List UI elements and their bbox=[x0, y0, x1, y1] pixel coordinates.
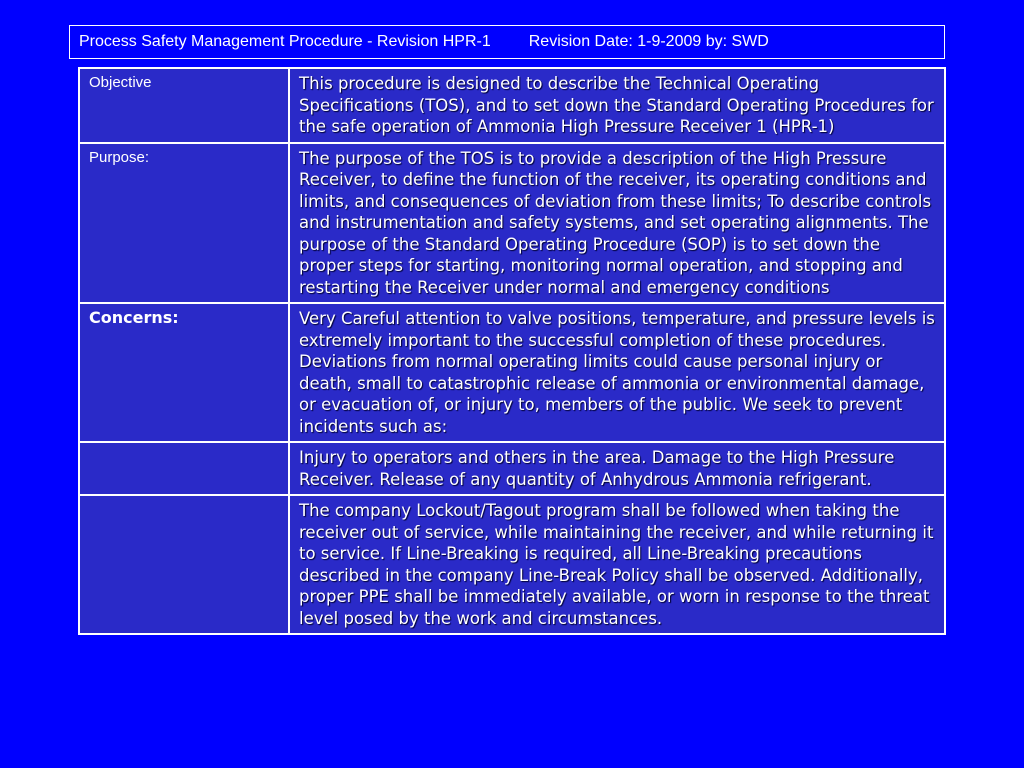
row-label-empty-2 bbox=[79, 495, 289, 634]
row-label-empty-1 bbox=[79, 442, 289, 495]
row-label-concerns: Concerns: bbox=[79, 303, 289, 442]
row-text-concerns: Very Careful attention to valve positions, temperature, and pressure levels is extremely important to the successful completion of these procedures. Deviations from normal operating limits could cause personal injury or death, small to catastrophic release of ammonia or environmental damage, or evacuation of, or injury to, members of the public. We seek to prevent incidents such as: bbox=[289, 303, 945, 442]
row-text-incidents: Injury to operators and others in the area. Damage to the High Pressure Receiver. Release of any quantity of Anhydrous Ammonia refrigerant. bbox=[289, 442, 945, 495]
header-title: Process Safety Management Procedure - Revision HPR-1 bbox=[79, 33, 491, 50]
procedure-table bbox=[78, 67, 946, 635]
table-row-incidents bbox=[79, 442, 945, 495]
table-row-purpose bbox=[79, 143, 945, 304]
row-text-objective: This procedure is designed to describe the Technical Operating Specifications (TOS), and to set down the Standard Operating Procedures for the safe operation of Ammonia High Pressure Receiver 1 (HPR-1) bbox=[289, 68, 945, 143]
row-text-purpose: The purpose of the TOS is to provide a description of the High Pressure Receiver, to define the function of the receiver, its operating conditions and limits, and consequences of deviation from these limits; To describe controls and instrumentation and safety systems, and set operating alignments. The purpose of the Standard Operating Procedure (SOP) is to set down the proper steps for starting, monitoring normal operation, and stopping and restarting the Receiver under normal and emergency conditions bbox=[289, 143, 945, 304]
header-box bbox=[69, 25, 945, 59]
row-label-purpose: Purpose: bbox=[79, 143, 289, 304]
row-text-lockout: The company Lockout/Tagout program shall be followed when taking the receiver out of service, while maintaining the receiver, and while returning it to service. If Line-Breaking is required, all Line-Breaking precautions described in the company Line-Break Policy shall be observed. Additionally, proper PPE shall be immediately available, or worn in response to the threat level posed by the work and circumstances. bbox=[289, 495, 945, 634]
table-row-lockout bbox=[79, 495, 945, 634]
row-label-objective: Objective bbox=[79, 68, 289, 143]
table-row-concerns bbox=[79, 303, 945, 442]
header-revision: Revision Date: 1-9-2009 by: SWD bbox=[528, 33, 769, 50]
table-row-objective bbox=[79, 68, 945, 143]
